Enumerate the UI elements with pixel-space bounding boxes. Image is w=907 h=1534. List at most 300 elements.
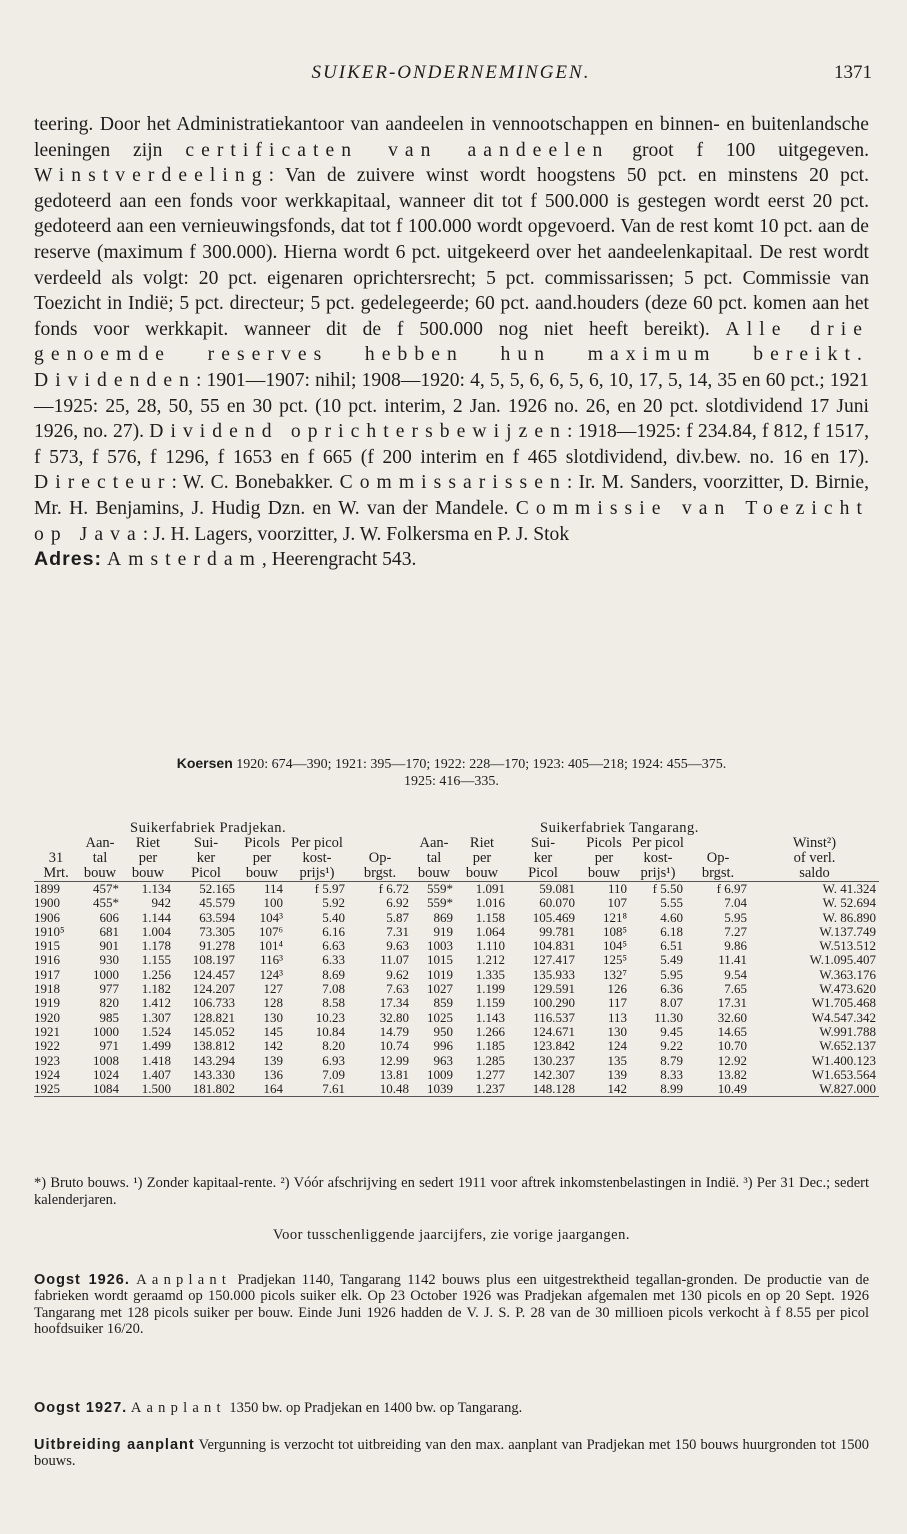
table-cell: 1.134 [141,881,171,896]
table-cell: 104³ [259,909,283,925]
table-row [34,1039,879,1053]
table-cell: 10.49 [686,1082,750,1097]
table-cell: 52.165 [199,881,235,896]
table-cell: 116³ [260,952,283,968]
emphasis-dividend-oprichters: Dividend oprichtersbewijzen [149,421,567,443]
table-cell: 14.65 [717,1023,747,1039]
column-header [348,836,412,851]
column-header: Per picol [632,835,684,851]
table-cell: 8.58 [322,995,345,1011]
column-header: ker [533,850,553,866]
table-cell: 1.182 [141,981,171,997]
column-header: bouw [122,866,174,882]
year-cell: 1916 [34,952,60,968]
table-cell: 9.86 [724,938,747,954]
table-cell: f 6.72 [378,881,409,896]
table-cell: 73.305 [199,923,235,939]
year-cell: 1910⁵ [34,923,65,939]
table-cell: 1.407 [141,1066,171,1082]
table-cell: 107 [607,895,627,911]
table-cell: 996 [433,1038,453,1054]
table-cell: 8.69 [322,966,345,982]
table-cell: 117 [607,995,627,1011]
year-cell: 1906 [34,909,60,925]
table-cell: 116.537 [533,1009,575,1025]
table-cell: 8.20 [322,1038,345,1054]
table-cell: 130.237 [532,1052,575,1068]
table-cell: 6.63 [322,938,345,954]
table-cell: 104⁵ [602,938,627,954]
column-header: Picols [586,835,622,851]
table-row [34,1025,879,1039]
table-cell: 10.70 [717,1038,747,1054]
column-header: Riet [135,835,161,851]
table-cell: 63.594 [199,909,235,925]
uitbreiding-text: Vergunning is verzocht tot uitbreiding van den max. aanplant van Pradjekan met 150 bouws huurgronden tot 1500 bouws. [34,1437,869,1470]
reference-note: Voor tusschenliggende jaarcijfers, zie vorige jaargangen. [273,1227,630,1243]
table-cell: 1.277 [475,1066,505,1082]
table-cell: f 5.97 [314,881,345,896]
column-header: Picol [174,866,238,882]
table-cell: 10.48 [348,1082,412,1097]
table-cell: 129.591 [532,981,575,997]
table-row [34,1054,879,1068]
year-cell: 1921 [34,1023,60,1039]
column-header: of verl. [793,850,836,866]
uitbreiding-label: Uitbreiding aanplant [34,1437,195,1453]
table-cell: 139 [263,1052,283,1068]
column-header: bouw [578,866,630,882]
column-header: Aan- [85,835,115,851]
table-cell: 124.671 [532,1023,575,1039]
table-row [34,982,879,996]
table-cell: 10.23 [315,1009,345,1025]
table-cell: 7.65 [724,981,747,997]
table-cell: 145 [263,1023,283,1039]
year-cell: 1919 [34,995,60,1011]
year-cell: 1922 [34,1038,60,1054]
table-cell: 45.579 [199,895,235,911]
table-cell: 9.45 [660,1023,683,1039]
column-header: Sui- [193,835,219,851]
table-cell: 9.22 [660,1038,683,1054]
table-cell: 6.92 [386,895,409,911]
table-cell: 5.55 [660,895,683,911]
column-header: Picol [508,866,578,882]
table-cell: 950 [433,1023,453,1039]
table-cell: 100.290 [532,995,575,1011]
table-cell: 8.33 [660,1066,683,1082]
koersen-block [34,755,869,790]
table-row [34,996,879,1010]
table-cell: W.652.137 [819,1038,876,1054]
column-header: Op- [368,850,392,866]
table-cell: 1084 [78,1082,122,1097]
column-header: saldo [750,866,879,882]
table-cell: 121⁸ [602,909,627,925]
table-cell: 32.60 [717,1009,747,1025]
table-body [34,882,879,1097]
table-row [34,911,879,925]
table-cell: 113 [607,1009,627,1025]
table-cell: 971 [99,1038,119,1054]
table-cell: 5.95 [724,909,747,925]
table-cell: W1.400.123 [811,1052,876,1068]
table-cell: 1.335 [475,966,505,982]
table-cell: 1.004 [141,923,171,939]
column-header: brgst. [348,866,412,882]
column-header: brgst. [686,866,750,882]
running-title: SUIKER-ONDERNEMINGEN. [311,62,591,83]
table-cell: 164 [238,1082,286,1097]
table-cell: 108⁵ [602,923,627,939]
column-header: per [594,850,614,866]
year-cell: 1920 [34,1009,60,1025]
column-header: Mrt. [34,866,78,882]
koersen-label: Koersen [176,755,233,771]
year-cell: 1917 [34,966,60,982]
table-footnote: *) Bruto bouws. ¹) Zonder kapitaal-rente. ²) Vóór afschrijving en sedert 1911 voor aftrek inkomstenbelastingen in Indië. ³) Per 31 Dec.; sedert kalenderjaren. [34,1175,869,1208]
table-cell: 1000 [93,1023,119,1039]
column-header: Riet [469,835,495,851]
table-cell: 12.99 [379,1052,409,1068]
table-cell: 1.256 [141,966,171,982]
production-table-wrap [34,820,879,1097]
table-cell: 126 [607,981,627,997]
table-row [34,1082,879,1097]
body-text: groot f 100 uitgegeven. [609,139,870,161]
koersen-line2: 1925: 416—335. [404,774,499,789]
table-cell: 8.79 [660,1052,683,1068]
table-cell: 10.84 [315,1023,345,1039]
table-cell: 12.92 [717,1052,747,1068]
uitbreiding-paragraph [34,1437,869,1470]
table-cell: 559* [427,895,453,911]
table-cell: 8.07 [660,995,683,1011]
table-row [34,1011,879,1025]
table-cell: 107⁶ [258,923,283,939]
table-cell: 6.33 [322,952,345,968]
year-cell: 1924 [34,1066,60,1082]
table-row [34,925,879,939]
table-row [34,882,879,897]
group-header-pradjekan: Suikerfabriek Pradjekan. [130,820,287,836]
table-cell: 99.781 [539,923,575,939]
body-text: : W. C. Bonebakker. [171,472,340,494]
column-header: Per picol [291,835,343,851]
table-cell: 1008 [93,1052,119,1068]
table-cell: 7.61 [286,1082,348,1097]
table-cell: 6.16 [322,923,345,939]
body-text: teering. Door het Administratiekantoor van aandeelen in vennootschappen en binnen- en buitenlandsche leeningen zijn [34,114,869,161]
table-cell: 181.802 [174,1082,238,1097]
emphasis-winstverdeeling: Winstverdeeling [34,165,269,187]
table-cell: 145.052 [192,1023,235,1039]
table-cell: 1.212 [475,952,505,968]
table-cell: W.827.000 [750,1082,879,1097]
table-row [34,968,879,982]
table-cell: 6.36 [660,981,683,997]
table-cell: 6.93 [322,1052,345,1068]
table-cell: W.513.512 [819,938,876,954]
table-cell: 1.155 [141,952,171,968]
table-cell: 1.185 [475,1038,505,1054]
table-cell: 7.09 [322,1066,345,1082]
table-cell: 1024 [93,1066,119,1082]
table-cell: 963 [433,1052,453,1068]
column-header: bouw [78,866,122,882]
table-cell: f 5.50 [652,881,683,896]
table-cell: 124.457 [192,966,235,982]
table-cell: 1.307 [141,1009,171,1025]
table-cell: 1.110 [476,938,505,954]
table-cell: 135 [607,1052,627,1068]
table-cell: 17.31 [717,995,747,1011]
company-description [34,112,869,573]
table-cell: W.991.788 [819,1023,876,1039]
table-cell: 1027 [427,981,453,997]
body-text: : Ir. M. Sanders, voorzitter, D. Birnie, Mr. H. Benjamins, J. Hudig Dzn. en W. van der Mandele. [34,472,870,519]
table-cell: 11.41 [718,952,747,968]
table-cell: 143.330 [192,1066,235,1082]
table-cell: 1.285 [475,1052,505,1068]
table-cell: 1039 [412,1082,456,1097]
table-cell: 124³ [259,966,283,982]
table-cell: 5.92 [322,895,345,911]
table-cell: 942 [151,895,171,911]
table-group-headers [34,820,879,836]
column-header: tal [92,850,108,866]
table-cell: W.137.749 [819,923,876,939]
table-cell: 139 [607,1066,627,1082]
table-cell: 6.18 [660,923,683,939]
table-cell: 106.733 [192,995,235,1011]
table-cell: 919 [433,923,453,939]
column-header: per [472,850,492,866]
year-cell: 1915 [34,938,60,954]
table-cell: 136 [263,1066,283,1082]
table-cell: 132⁷ [602,966,627,982]
table-cell: 901 [99,938,119,954]
table-row [34,1068,879,1082]
column-header [686,836,750,851]
table-cell: 1.158 [475,909,505,925]
table-cell: 1.064 [475,923,505,939]
table-cell: W1.705.468 [811,995,876,1011]
table-cell: 127.417 [532,952,575,968]
column-header: prijs¹) [630,866,686,882]
table-cell: 135.933 [532,966,575,982]
table-cell: 1.266 [475,1023,505,1039]
table-cell: 1.418 [141,1052,171,1068]
column-header: per [138,850,158,866]
table-cell: 125⁵ [602,952,627,968]
body-text: : 1918—1925: f 234.84, f 812, f 1517, f 573, f 576, f 1296, f 1653 en f 665 (f 200 interim en f 465 slotdividend, div.bew. no. 16 en 17). [34,421,869,468]
year-cell: 1899 [34,881,60,896]
emphasis-certificaten: certificaten van aandeelen [185,139,610,161]
table-cell: 1.199 [475,981,505,997]
emphasis-commissarissen: Commissarissen [339,472,567,494]
oogst-1927-label: Oogst 1927. [34,1400,128,1416]
table-cell: 128.821 [192,1009,235,1025]
table-cell: 930 [99,952,119,968]
table-cell: 101⁴ [258,938,283,954]
table-cell: 1025 [427,1009,453,1025]
table-cell: 606 [99,909,119,925]
table-cell: 138.812 [192,1038,235,1054]
table-cell: 10.74 [379,1038,409,1054]
table-cell: 1.143 [475,1009,505,1025]
column-header [34,836,78,851]
year-cell: 1925 [34,1082,78,1097]
table-cell: 104.831 [532,938,575,954]
production-table [34,836,879,1097]
table-cell: 5.49 [660,952,683,968]
table-cell: 5.95 [660,966,683,982]
table-cell: 124 [607,1038,627,1054]
table-cell: W.363.176 [819,966,876,982]
table-cell: 1.144 [141,909,171,925]
table-cell: 8.99 [630,1082,686,1097]
table-cell: 1000 [93,966,119,982]
table-cell: 5.87 [386,909,409,925]
table-cell: 124.207 [192,981,235,997]
adres-city: Amsterdam [106,549,262,571]
table-cell: 13.82 [717,1066,747,1082]
table-cell: 1.178 [141,938,171,954]
table-cell: 100 [263,895,283,911]
table-cell: W. 86.890 [822,909,876,925]
table-cell: 4.60 [660,909,683,925]
table-cell: 859 [433,995,453,1011]
aanplant-emphasis: Aanplant [136,1272,232,1288]
table-cell: 17.34 [379,995,409,1011]
table-cell: 1.524 [141,1023,171,1039]
table-cell: W. 41.324 [822,881,876,896]
table-cell: 5.40 [322,909,345,925]
column-header: tal [426,850,442,866]
table-cell: 11.07 [380,952,409,968]
table-cell: 1.159 [475,995,505,1011]
aanplant-emphasis: Aanplant [130,1400,226,1416]
body-text: : 1901—1907: nihil; 1908—1920: 4, 5, 5, 6, 6, 5, 6, 10, 17, 5, 14, 35 en 60 pct.; 1921—1925: 25, 28, 50, 55 en 30 pct. (10 pct. interim, 2 Jan. 1926 no. 26, en 20 pct. slotdividend 17 Juni 1926, no. 27). [34,369,869,443]
column-header: bouw [456,866,508,882]
table-cell: 977 [99,981,119,997]
table-cell: 7.08 [322,981,345,997]
table-cell: 130 [263,1009,283,1025]
table-cell: 110 [607,881,627,896]
table-cell: 985 [99,1009,119,1025]
oogst-1927-paragraph [34,1400,869,1416]
body-text: : Van de zuivere winst wordt hoogstens 50 pct. en minstens 20 pct. gedoteerd aan een fonds voor werkkapitaal, wanneer dit tot f 500.000 is gestegen wordt eerst 20 pct. gedoteerd aan een vernieuwingsfonds, dat tot f 100.000 wordt opgevoerd. Van de rest komt 10 pct. aan de reserve (maximum f 300.000). Hierna wordt 6 pct. uitgekeerd over het aandeelenkapitaal. De rest wordt verdeeld als volgt: 20 pct. eigenaren oprichtersrecht; 5 pct. commissarissen; 5 pct. Commissie van Toezicht in Indië; 5 pct. directeur; 5 pct. gedelegeerde; 60 pct. aand.houders (deze 60 pct. komen aan het fonds voor werkkapit. wanneer dit de f 500.000 nog niet heeft bereikt). [34,165,869,340]
table-cell: 457* [93,881,119,896]
table-cell: 127 [263,981,283,997]
oogst-1926-text: Pradjekan 1140, Tangarang 1142 bouws plus een uitgestrektheid tegallan-gronden. De productie van de fabrieken wordt geraamd op 150.000 picols suiker elk. Op 23 October 1926 was Pradjekan afgemalen met 130 picols en op 20 Sept. 1926 Tangarang met 128 picols suiker per bouw. Einde Juni 1926 hadden de V. J. S. P. 28 van de 30 millioen picols verkocht à f 8.55 per picol hoofdsuiker 16/20. [34,1272,870,1338]
table-cell: 108.197 [192,952,235,968]
table-cell: 7.04 [724,895,747,911]
column-header: kost- [302,850,332,866]
oogst-1926-paragraph [34,1272,869,1338]
table-cell: W. 52.694 [822,895,876,911]
table-cell: 11.30 [654,1009,683,1025]
table-cell: 123.842 [532,1038,575,1054]
column-header: bouw [412,866,456,882]
table-cell: 142 [263,1038,283,1054]
table-cell: W4.547.342 [811,1009,876,1025]
table-cell: 32.80 [379,1009,409,1025]
column-header: prijs¹) [286,866,348,882]
table-cell: W.473.620 [819,981,876,997]
table-row [34,953,879,967]
column-header: Aan- [419,835,449,851]
table-cell: W.1.095.407 [809,952,876,968]
column-header: Picols [244,835,280,851]
emphasis-commissie: Commissie van Toezicht op Java [34,497,869,545]
table-cell: 142.307 [532,1066,575,1082]
table-cell: 1.016 [475,895,505,911]
table-cell: 60.070 [539,895,575,911]
table-cell: 7.31 [386,923,409,939]
table-cell: 7.27 [724,923,747,939]
table-cell: 9.63 [386,938,409,954]
table-cell: 105.469 [532,909,575,925]
table-cell: 13.81 [379,1066,409,1082]
adres-rest: , Heerengracht 543. [261,549,417,571]
table-cell: 9.62 [386,966,409,982]
table-header-row [34,851,879,866]
column-header: Winst²) [792,835,837,851]
emphasis-directeur: Directeur [34,472,172,494]
table-head [34,836,879,882]
column-header: per [252,850,272,866]
table-cell: 142 [578,1082,630,1097]
table-cell: 143.294 [192,1052,235,1068]
table-cell: 1019 [427,966,453,982]
year-cell: 1923 [34,1052,60,1068]
page-number: 1371 [834,62,872,83]
column-header: ker [196,850,216,866]
column-header: Op- [706,850,730,866]
table-cell: 1.500 [122,1082,174,1097]
table-cell: 869 [433,909,453,925]
oogst-1927-text: 1350 bw. op Pradjekan en 1400 bw. op Tangarang. [225,1400,523,1416]
table-cell: 559* [427,881,453,896]
table-cell: 1.412 [141,995,171,1011]
table-row [34,896,879,910]
table-row [34,939,879,953]
table-cell: 130 [607,1023,627,1039]
emphasis-dividenden: Alle drie genoemde reserves hebben hun maximum bereikt. Dividenden [34,318,869,391]
table-cell: 91.278 [199,938,235,954]
adres-label: Adres: [34,548,103,571]
column-header: 31 [48,850,64,866]
table-cell: 128 [263,995,283,1011]
year-cell: 1900 [34,895,60,911]
table-cell: 14.79 [379,1023,409,1039]
table-header-row [34,836,879,851]
table-cell: 1.237 [456,1082,508,1097]
table-cell: 9.54 [724,966,747,982]
body-text: : J. H. Lagers, voorzitter, J. W. Folkersma en P. J. Stok [142,523,570,545]
group-header-tangarang: Suikerfabriek Tangarang. [540,820,699,836]
oogst-1926-label: Oogst 1926. [34,1272,130,1288]
column-header: kost- [643,850,673,866]
table-cell: 820 [99,995,119,1011]
table-cell: 1009 [427,1066,453,1082]
table-cell: 148.128 [508,1082,578,1097]
table-cell: 455* [93,895,119,911]
table-cell: 6.51 [660,938,683,954]
